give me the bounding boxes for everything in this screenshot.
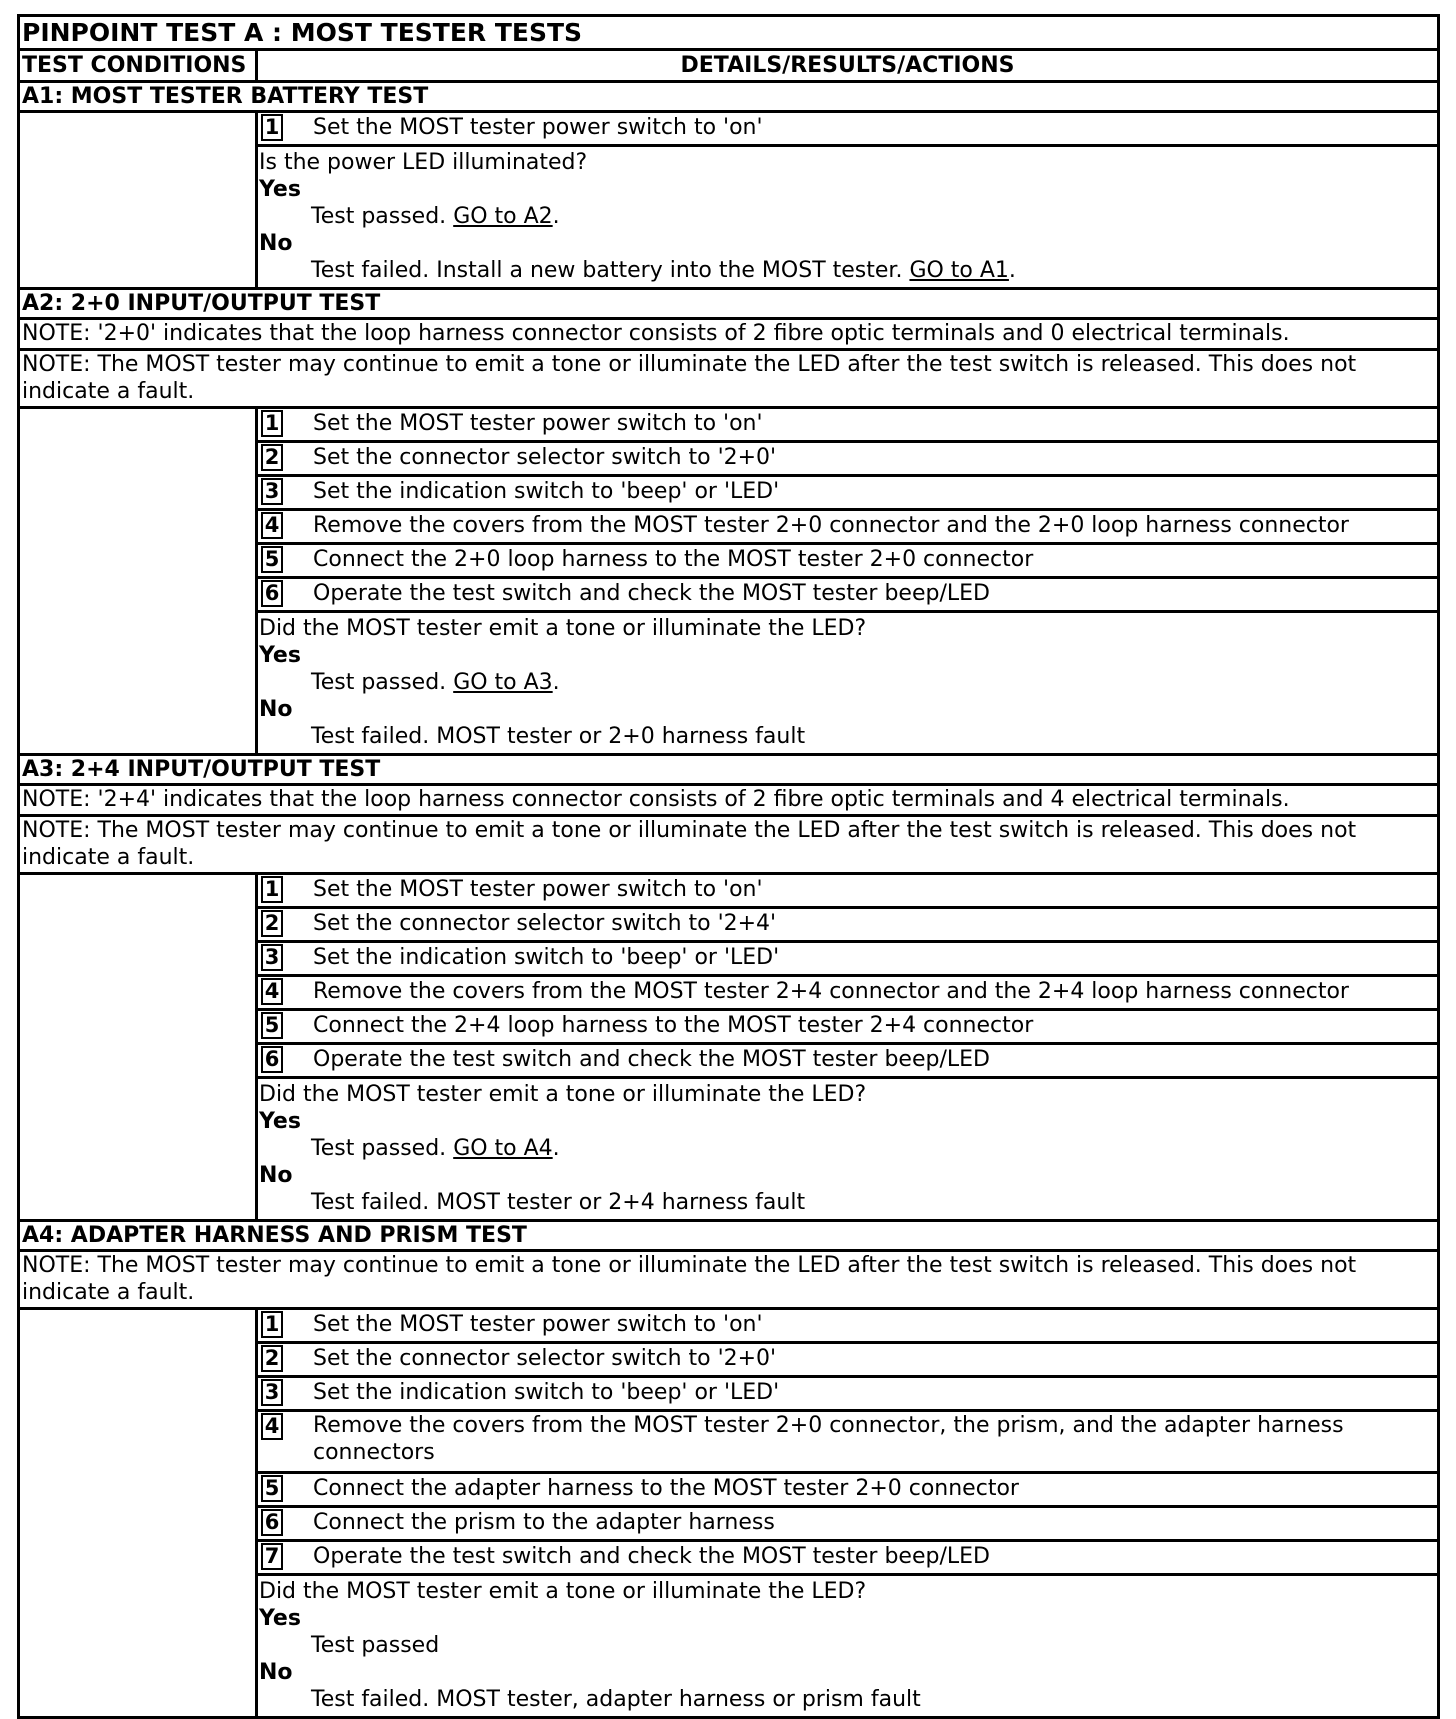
section-a4-body: [20, 1310, 1437, 1716]
no-label: No: [259, 1163, 293, 1188]
question-text: Did the MOST tester emit a tone or illuminate the LED?: [259, 1579, 867, 1604]
test-conditions-header: TEST CONDITIONS: [20, 51, 258, 80]
section-a2-body: [20, 409, 1437, 756]
step-text: Set the connector selector switch to '2+0': [313, 445, 777, 470]
note-a2-terminals: NOTE: '2+0' indicates that the loop harness connector consists of 2 fibre optic terminals and 0 electrical terminals.: [20, 320, 1437, 351]
question-block: [258, 1079, 1437, 1219]
step-number: 6: [261, 580, 283, 607]
no-result: Test failed. MOST tester or 2+0 harness fault: [311, 724, 806, 749]
details-cell: [258, 1310, 1437, 1716]
step-row: [258, 579, 1437, 613]
details-cell: [258, 409, 1437, 753]
details-header: DETAILS/RESULTS/ACTIONS: [680, 53, 1015, 78]
section-heading-a1: A1: MOST TESTER BATTERY TEST: [20, 83, 1437, 113]
step-text: Set the MOST tester power switch to 'on': [313, 877, 763, 902]
step-number: 1: [261, 876, 283, 903]
question-text: Did the MOST tester emit a tone or illuminate the LED?: [259, 616, 867, 641]
go-to-a3-link[interactable]: GO to A3: [453, 670, 553, 695]
step-text: Set the MOST tester power switch to 'on': [313, 411, 763, 436]
yes-result-text: Test passed.: [311, 204, 454, 229]
go-to-a4-link[interactable]: GO to A4: [453, 1136, 553, 1161]
step-text: Set the connector selector switch to '2+4': [313, 911, 777, 936]
note-a3-tone: NOTE: The MOST tester may continue to emit a tone or illuminate the LED after the test switch is released. This does not indicate a fault.: [20, 817, 1437, 875]
step-number: 4: [261, 512, 283, 539]
step-number: 3: [261, 944, 283, 971]
question-block: [258, 1576, 1437, 1716]
yes-result-tail: .: [552, 670, 560, 695]
step-number: 1: [261, 410, 283, 437]
yes-result: [259, 203, 1437, 230]
go-to-a2-link[interactable]: GO to A2: [453, 204, 553, 229]
step-row: [258, 1474, 1437, 1508]
no-result-text: Test failed. Install a new battery into the MOST tester.: [311, 258, 910, 283]
step-row: [258, 545, 1437, 579]
step-text: Connect the 2+0 loop harness to the MOST tester 2+0 connector: [313, 547, 1034, 572]
step-text: Operate the test switch and check the MOST tester beep/LED: [313, 581, 990, 606]
yes-result-tail: .: [552, 204, 560, 229]
step-number: 2: [261, 1345, 283, 1372]
step-row: [258, 511, 1437, 545]
test-conditions-cell: [20, 1310, 258, 1716]
step-row: [258, 909, 1437, 943]
step-row: [258, 1344, 1437, 1378]
step-row: [258, 113, 1437, 147]
no-result: Test failed. MOST tester or 2+4 harness fault: [311, 1190, 806, 1215]
step-row: [258, 1542, 1437, 1576]
question-block: [258, 147, 1437, 287]
step-number: 4: [261, 1413, 283, 1440]
document-title: PINPOINT TEST A : MOST TESTER TESTS: [20, 17, 1437, 51]
step-text: Remove the covers from the MOST tester 2+0 connector and the 2+0 loop harness connector: [313, 513, 1349, 538]
step-row: [258, 443, 1437, 477]
step-number: 6: [261, 1046, 283, 1073]
step-text: Connect the adapter harness to the MOST tester 2+0 connector: [313, 1476, 1019, 1501]
section-a1-body: [20, 113, 1437, 290]
no-label: No: [259, 231, 293, 256]
step-text: Operate the test switch and check the MOST tester beep/LED: [313, 1544, 990, 1569]
step-text: Remove the covers from the MOST tester 2+4 connector and the 2+4 loop harness connector: [313, 979, 1349, 1004]
step-row: [258, 409, 1437, 443]
step-row: [258, 1011, 1437, 1045]
yes-result: [259, 669, 1437, 696]
step-row: [258, 875, 1437, 909]
step-number: 3: [261, 478, 283, 505]
step-number: 2: [261, 444, 283, 471]
yes-label: Yes: [259, 1109, 301, 1134]
question-text: Did the MOST tester emit a tone or illuminate the LED?: [259, 1082, 867, 1107]
yes-label: Yes: [259, 643, 301, 668]
no-result-tail: .: [1008, 258, 1016, 283]
step-row: [258, 943, 1437, 977]
step-row: [258, 977, 1437, 1011]
question-block: [258, 613, 1437, 753]
question-text: Is the power LED illuminated?: [259, 150, 588, 175]
yes-result: [259, 1135, 1437, 1162]
test-conditions-cell: [20, 409, 258, 753]
step-row: [258, 477, 1437, 511]
step-number: 1: [261, 114, 283, 141]
step-text: Connect the prism to the adapter harness: [313, 1510, 775, 1535]
no-result: [259, 257, 1437, 284]
yes-label: Yes: [259, 1606, 301, 1631]
test-conditions-cell: [20, 875, 258, 1219]
yes-result: Test passed: [311, 1633, 440, 1658]
no-result: Test failed. MOST tester, adapter harness or prism fault: [311, 1687, 921, 1712]
step-number: 3: [261, 1379, 283, 1406]
no-label: No: [259, 697, 293, 722]
details-cell: [258, 113, 1437, 287]
pinpoint-test-document: [17, 14, 1440, 1719]
section-heading-a3: A3: 2+4 INPUT/OUTPUT TEST: [20, 756, 1437, 786]
step-row: [258, 1508, 1437, 1542]
step-number: 5: [261, 1475, 283, 1502]
section-heading-a2: A2: 2+0 INPUT/OUTPUT TEST: [20, 290, 1437, 320]
details-cell: [258, 875, 1437, 1219]
section-a3-body: [20, 875, 1437, 1222]
no-label: No: [259, 1660, 293, 1685]
step-row: [258, 1310, 1437, 1344]
step-text: Operate the test switch and check the MOST tester beep/LED: [313, 1047, 990, 1072]
step-number: 4: [261, 978, 283, 1005]
step-text: Set the MOST tester power switch to 'on': [313, 1312, 763, 1337]
step-text: Remove the covers from the MOST tester 2+0 connector, the prism, and the adapter harness connectors: [313, 1413, 1344, 1465]
step-row: [258, 1378, 1437, 1412]
test-conditions-cell: [20, 113, 258, 287]
step-text: Set the indication switch to 'beep' or 'LED': [313, 479, 780, 504]
step-text: Set the connector selector switch to '2+0': [313, 1346, 777, 1371]
step-text: Connect the 2+4 loop harness to the MOST tester 2+4 connector: [313, 1013, 1034, 1038]
step-number: 6: [261, 1509, 283, 1536]
yes-result-text: Test passed.: [311, 670, 454, 695]
step-text: Set the MOST tester power switch to 'on': [313, 115, 763, 140]
step-number: 2: [261, 910, 283, 937]
step-row: [258, 1045, 1437, 1079]
yes-label: Yes: [259, 177, 301, 202]
note-a2-tone: NOTE: The MOST tester may continue to emit a tone or illuminate the LED after the test switch is released. This does not indicate a fault.: [20, 351, 1437, 409]
note-a3-terminals: NOTE: '2+4' indicates that the loop harness connector consists of 2 fibre optic terminals and 4 electrical terminals.: [20, 786, 1437, 817]
step-text: Set the indication switch to 'beep' or 'LED': [313, 1380, 780, 1405]
step-row: [258, 1412, 1437, 1474]
column-header-row: [20, 51, 1437, 83]
yes-result-tail: .: [552, 1136, 560, 1161]
step-number: 5: [261, 546, 283, 573]
section-heading-a4: A4: ADAPTER HARNESS AND PRISM TEST: [20, 1222, 1437, 1252]
go-to-a1-link[interactable]: GO to A1: [909, 258, 1009, 283]
note-a4-tone: NOTE: The MOST tester may continue to emit a tone or illuminate the LED after the test switch is released. This does not indicate a fault.: [20, 1252, 1437, 1310]
step-number: 7: [261, 1543, 283, 1570]
step-number: 1: [261, 1311, 283, 1338]
step-text: Set the indication switch to 'beep' or 'LED': [313, 945, 780, 970]
yes-result-text: Test passed.: [311, 1136, 454, 1161]
step-number: 5: [261, 1012, 283, 1039]
